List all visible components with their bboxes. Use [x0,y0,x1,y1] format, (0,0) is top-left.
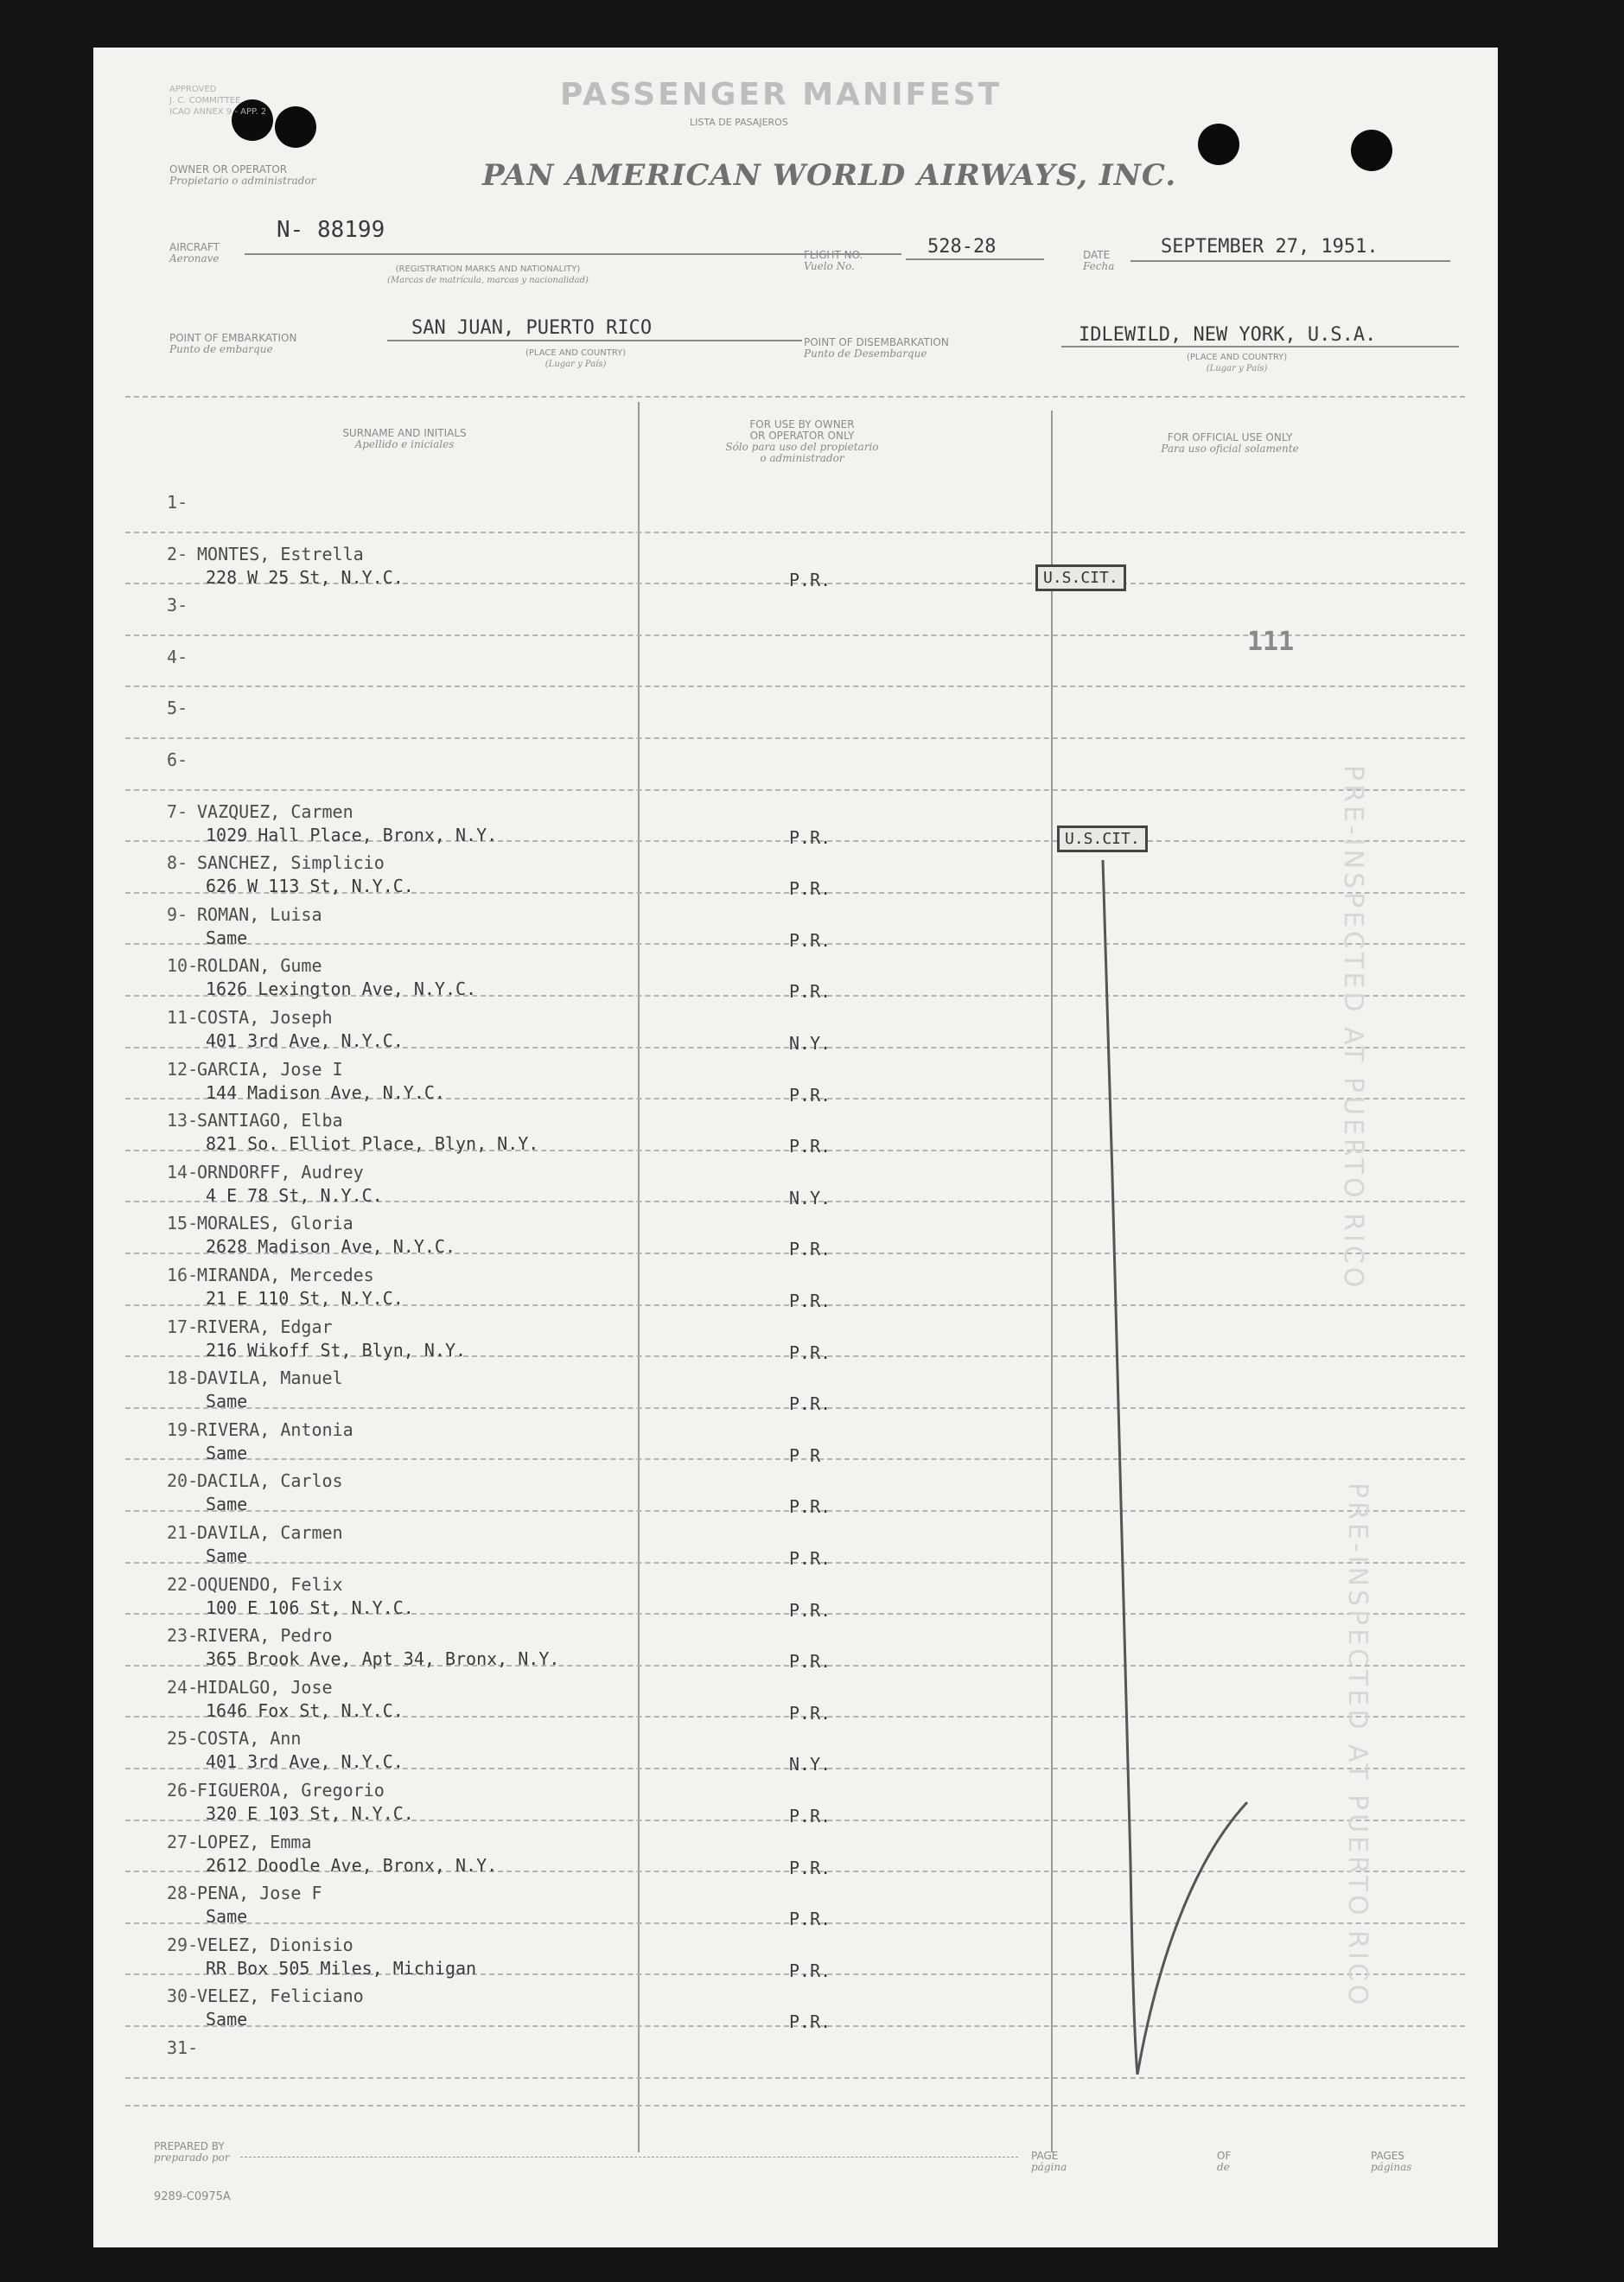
row-number: 29- [167,1934,199,1955]
passenger-address: Same [206,2009,248,2030]
row-number: 20- [167,1470,199,1492]
passenger-name: RIVERA, Antonia [197,1418,353,1440]
passenger-address: 100 E 106 St, N.Y.C. [206,1597,414,1618]
date-underline [1130,260,1450,262]
row-rule [125,685,1465,687]
row-number: 24- [167,1676,199,1698]
official-count: 111 [1247,627,1295,657]
registration-note: (REGISTRATION MARKS AND NATIONALITY) (Marcas de matrícula, marcas y nacionalidad) [387,265,589,285]
aircraft-value: N- 88199 [277,217,385,243]
row-number: 10- [167,955,199,977]
residence-code: P.R. [789,929,831,951]
passenger-address: Same [206,1391,248,1412]
residence-code: P.R. [789,1239,831,1260]
passenger-address: Same [206,927,248,948]
citizen-stamp-1: U.S.CIT. [1035,564,1126,591]
disembark-label: POINT OF DISEMBARKATION Punto de Desembarque [804,336,949,360]
row-number: 17- [167,1316,199,1337]
passenger-address: 626 W 113 St, N.Y.C. [206,876,414,897]
disembark-place-note: (PLACE AND COUNTRY) (Lugar y País) [1187,353,1288,373]
date-label: DATE Fecha [1083,249,1115,272]
corner-reference: APPROVED J. C. COMMITTEE ICAO ANNEX 9 - APP. 2 [169,85,267,117]
residence-code: P.R. [789,1909,831,1930]
check-mark-icon [1061,843,1286,2096]
embark-value: SAN JUAN, PUERTO RICO [411,317,653,339]
residence-code: P.R. [789,1806,831,1826]
form-title: PASSENGER MANIFEST [560,77,1003,112]
row-number: 1- [167,492,188,513]
row-number: 9- [167,903,188,925]
residence-code: P.R. [789,1599,831,1621]
passenger-name: OQUENDO, Felix [197,1573,343,1595]
row-number: 31- [167,2037,199,2058]
passenger-name: VAZQUEZ, Carmen [197,800,353,822]
header-top-rule [125,396,1465,398]
passenger-name: RIVERA, Pedro [197,1625,333,1647]
passenger-name: VELEZ, Feliciano [197,1986,364,2007]
passenger-name: GARCIA, Jose I [197,1058,343,1080]
manifest-sheet [93,48,1498,2247]
residence-code: P.R. [789,1548,831,1569]
residence-code: P.R. [789,826,831,848]
owner-value: PAN AMERICAN WORLD AIRWAYS, INC. [482,158,1177,193]
residence-code: P.R. [789,1393,831,1415]
row-number: 22- [167,1573,199,1595]
row-number: 7- [167,800,188,822]
residence-code: P.R. [789,1342,831,1363]
row-number: 6- [167,749,188,770]
passenger-address: 216 Wikoff St, Blyn, N.Y. [206,1339,467,1361]
row-number: 12- [167,1058,199,1080]
passenger-name: COSTA, Ann [197,1728,302,1750]
passenger-name: LOPEZ, Emma [197,1831,312,1852]
embark-place-note: (PLACE AND COUNTRY) (Lugar y País) [525,348,627,369]
embark-label: POINT OF EMBARKATION Punto de embarque [169,332,297,355]
table-bottom-rule [125,2105,1465,2107]
passenger-name: ROMAN, Luisa [197,903,322,925]
residence-code: P.R. [789,1651,831,1673]
residence-code: P.R. [789,1084,831,1106]
passenger-address: 21 E 110 St, N.Y.C. [206,1288,404,1309]
passenger-name: PENA, Jose F [197,1883,322,1904]
passenger-name: HIDALGO, Jose [197,1676,333,1698]
row-number: 13- [167,1110,199,1131]
row-number: 21- [167,1522,199,1543]
passenger-address: Same [206,1442,248,1463]
residence-code: P.R. [789,878,831,900]
form-title-es: LISTA DE PASAJEROS [690,117,788,128]
preinspected-stamp-1: PRE-INSPECTED AT PUERTO RICO [1338,765,1368,1291]
passenger-name: DAVILA, Carmen [197,1522,343,1543]
aircraft-underline [245,253,901,255]
residence-code: P.R. [789,1960,831,1981]
passenger-name: ROLDAN, Gume [197,955,322,977]
row-rule [125,532,1465,533]
row-number: 15- [167,1213,199,1234]
passenger-name: MORALES, Gloria [197,1213,353,1234]
passenger-address: 228 W 25 St, N.Y.C. [206,566,404,588]
residence-code: P.R. [789,1136,831,1157]
prepared-by-line [240,2157,1018,2158]
passenger-name: RIVERA, Edgar [197,1316,333,1337]
row-number: 2- [167,543,188,564]
passenger-name: DAVILA, Manuel [197,1367,343,1389]
passenger-address: Same [206,1494,248,1515]
row-number: 23- [167,1625,199,1647]
row-number: 26- [167,1780,199,1801]
aircraft-label: AIRCRAFT Aeronave [169,241,220,265]
passenger-address: 144 Madison Ave, N.Y.C. [206,1081,445,1103]
punch-hole-right [1198,124,1239,165]
col1-header: SURNAME AND INITIALS Apellido e iniciales [342,427,467,450]
owner-label: OWNER OR OPERATOR Propietario o administrador [169,163,316,187]
residence-code: P R [789,1444,821,1466]
passenger-name: DACILA, Carlos [197,1470,343,1492]
row-number: 16- [167,1265,199,1285]
of-label: OF de [1217,2150,1232,2173]
passenger-name: SANCHEZ, Simplicio [197,852,385,874]
residence-code: P.R. [789,569,831,590]
citizen-stamp-2: U.S.CIT. [1057,825,1148,852]
residence-code: N.Y. [789,1187,831,1208]
passenger-address: 365 Brook Ave, Apt 34, Bronx, N.Y. [206,1648,560,1670]
row-number: 28- [167,1883,199,1904]
preinspected-stamp-2: PRE-INSPECTED AT PUERTO RICO [1342,1482,1372,2009]
row-rule [125,737,1465,739]
row-number: 8- [167,852,188,874]
passenger-address: 1029 Hall Place, Bronx, N.Y. [206,824,498,845]
passenger-address: RR Box 505 Miles, Michigan [206,1957,477,1979]
residence-code: P.R. [789,1857,831,1878]
row-number: 11- [167,1007,199,1028]
residence-code: P.R. [789,2011,831,2033]
row-number: 30- [167,1986,199,2007]
residence-code: P.R. [789,1291,831,1311]
row-number: 18- [167,1367,199,1389]
passenger-address: 401 3rd Ave, N.Y.C. [206,1751,404,1773]
row-number: 19- [167,1418,199,1440]
passenger-name: ORNDORFF, Audrey [197,1161,364,1182]
passenger-address: 4 E 78 St, N.Y.C. [206,1184,383,1206]
disembark-value: IDLEWILD, NEW YORK, U.S.A. [1079,324,1377,346]
date-value: SEPTEMBER 27, 1951. [1161,236,1379,258]
col2-header: FOR USE BY OWNER OR OPERATOR ONLY Sólo para uso del propietario o administrador [725,418,879,464]
passenger-address: Same [206,1906,248,1928]
passenger-address: 2628 Madison Ave, N.Y.C. [206,1236,455,1258]
residence-code: P.R. [789,1496,831,1518]
residence-code: P.R. [789,981,831,1003]
col3-header: FOR OFFICIAL USE ONLY Para uso oficial solamente [1161,431,1299,455]
residence-code: P.R. [789,1702,831,1724]
passenger-address: 2612 Doodle Ave, Bronx, N.Y. [206,1854,498,1876]
passenger-address: 401 3rd Ave, N.Y.C. [206,1030,404,1051]
flight-underline [906,258,1044,260]
residence-code: N.Y. [789,1033,831,1054]
passenger-name: COSTA, Joseph [197,1007,333,1028]
residence-code: N.Y. [789,1754,831,1775]
page-label: PAGE página [1031,2150,1067,2173]
pages-label: PAGES páginas [1371,2150,1412,2173]
row-rule [125,789,1465,791]
passenger-address: Same [206,1546,248,1566]
form-number: 9289-C0975A [154,2190,231,2203]
flight-label: FLIGHT NO. Vuelo No. [804,249,863,272]
passenger-address: 1626 Lexington Ave, N.Y.C. [206,978,477,1000]
passenger-name: SANTIAGO, Elba [197,1110,343,1131]
row-number: 3- [167,595,188,616]
passenger-name: VELEZ, Dionisio [197,1934,353,1955]
flight-value: 528-28 [927,236,997,258]
row-number: 25- [167,1728,199,1750]
punch-hole-mid-left [275,106,316,148]
passenger-address: 1646 Fox St, N.Y.C. [206,1699,404,1721]
row-number: 27- [167,1831,199,1852]
row-number: 5- [167,698,188,719]
column-divider-1 [638,402,640,2152]
row-number: 4- [167,646,188,667]
passenger-name: MIRANDA, Mercedes [197,1265,374,1285]
passenger-address: 320 E 103 St, N.Y.C. [206,1803,414,1824]
passenger-name: FIGUEROA, Gregorio [197,1780,385,1801]
passenger-address: 821 So. Elliot Place, Blyn, N.Y. [206,1133,539,1155]
disembark-underline [1061,346,1459,347]
row-number: 14- [167,1161,199,1182]
column-divider-2 [1051,411,1053,2152]
prepared-by-label: PREPARED BY preparado por [154,2140,230,2164]
punch-hole-far-right [1351,130,1392,171]
embark-underline [387,340,802,341]
passenger-name: MONTES, Estrella [197,543,364,564]
